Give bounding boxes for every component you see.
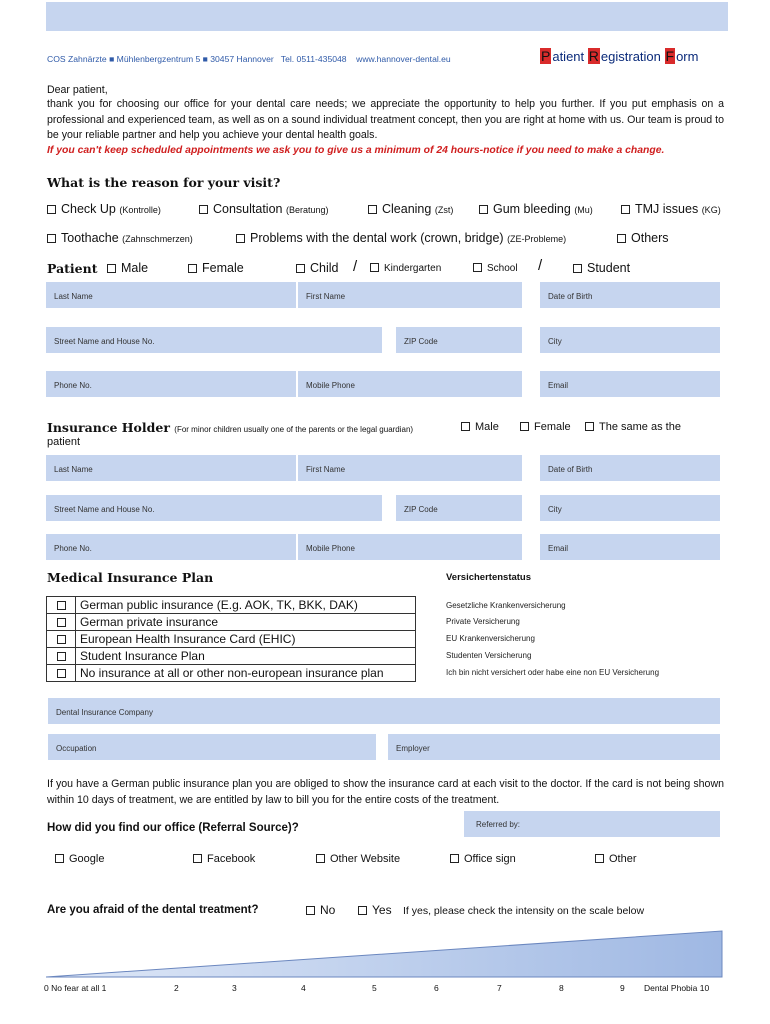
holder-heading bbox=[47, 420, 413, 435]
patient-child-option[interactable] bbox=[296, 261, 339, 275]
plan-checkbox-cell[interactable] bbox=[47, 665, 76, 682]
checkbox[interactable] bbox=[193, 854, 202, 863]
checkbox[interactable] bbox=[47, 234, 56, 243]
option-note: (Kontrolle) bbox=[119, 205, 161, 215]
referral-heading: How did you find our office (Referral Source)? bbox=[47, 822, 299, 834]
field-label: Street Name and House No. bbox=[54, 505, 155, 514]
plan-german-label: Ich bin nicht versichert oder habe eine non EU Versicherung bbox=[446, 668, 660, 677]
table-row[interactable] bbox=[47, 665, 416, 682]
patient-phone-field[interactable] bbox=[46, 371, 296, 397]
field-label: Phone No. bbox=[54, 544, 92, 553]
plan-label: Student Insurance Plan bbox=[76, 648, 416, 665]
checkbox[interactable] bbox=[473, 263, 482, 272]
checkbox[interactable] bbox=[617, 234, 626, 243]
patient-email-field[interactable] bbox=[540, 371, 720, 397]
patient-city-field[interactable] bbox=[540, 327, 720, 353]
checkbox[interactable] bbox=[47, 205, 56, 214]
patient-student-option[interactable] bbox=[573, 261, 630, 275]
field-label: City bbox=[548, 505, 562, 514]
option-label: Yes bbox=[372, 903, 392, 917]
option-label: The same as the bbox=[599, 421, 681, 433]
option-label: No bbox=[320, 903, 336, 917]
scale-label-4[interactable]: 4 bbox=[301, 983, 306, 993]
patient-street-field[interactable] bbox=[46, 327, 382, 353]
visit-heading: What is the reason for your visit? bbox=[47, 175, 281, 190]
holder-same-continued: patient bbox=[47, 436, 81, 448]
option-label: Student bbox=[587, 261, 631, 275]
patient-zip-field[interactable] bbox=[396, 327, 522, 353]
scale-label-10[interactable]: Dental Phobia 10 bbox=[644, 983, 710, 993]
visit-option-cleaning[interactable] bbox=[368, 202, 453, 216]
patient-first-name-field[interactable] bbox=[298, 282, 522, 308]
patient-dob-field[interactable] bbox=[540, 282, 720, 308]
patient-mobile-field[interactable] bbox=[298, 371, 522, 397]
scale-label-7[interactable]: 7 bbox=[497, 983, 502, 993]
field-label: City bbox=[548, 337, 562, 346]
plan-checkbox-cell[interactable] bbox=[47, 648, 76, 665]
employer-field[interactable] bbox=[388, 734, 720, 760]
insurance-status-heading: Versichertenstatus bbox=[446, 572, 532, 583]
plan-checkbox-cell[interactable] bbox=[47, 614, 76, 631]
field-label: Mobile Phone bbox=[306, 381, 355, 390]
option-label: Office sign bbox=[464, 853, 516, 865]
visit-option-tmj[interactable] bbox=[621, 202, 721, 216]
field-label: First Name bbox=[306, 465, 346, 474]
field-label: Email bbox=[548, 544, 569, 553]
patient-last-name-field[interactable] bbox=[46, 282, 296, 308]
field-label: First Name bbox=[306, 292, 346, 301]
option-label: School bbox=[487, 263, 518, 274]
holder-zip-field[interactable] bbox=[396, 495, 522, 521]
option-label: Other Website bbox=[330, 853, 401, 865]
plan-checkbox-cell[interactable] bbox=[47, 631, 76, 648]
option-note: (Mu) bbox=[574, 205, 593, 215]
phobia-intensity-scale[interactable] bbox=[46, 930, 724, 978]
checkbox[interactable] bbox=[368, 205, 377, 214]
option-note: (Zahnschmerzen) bbox=[122, 234, 193, 244]
holder-same-option[interactable] bbox=[585, 421, 681, 433]
checkbox[interactable] bbox=[585, 422, 594, 431]
plan-label: German public insurance (E.g. AOK, TK, BKK, DAK) bbox=[76, 597, 416, 614]
field-label: Date of Birth bbox=[548, 292, 593, 301]
field-label: Date of Birth bbox=[548, 465, 593, 474]
option-label: Female bbox=[202, 261, 244, 275]
option-label: Male bbox=[121, 261, 149, 275]
form-title-word-2: egistration bbox=[600, 49, 661, 64]
field-label: Mobile Phone bbox=[306, 544, 355, 553]
form-title-initial-r: R bbox=[588, 48, 599, 64]
table-row[interactable] bbox=[47, 648, 416, 665]
visit-option-gum-bleeding[interactable] bbox=[479, 202, 593, 216]
form-title-word-1: atient bbox=[552, 49, 585, 64]
checkbox[interactable] bbox=[188, 264, 197, 273]
visit-option-dental-work[interactable] bbox=[236, 231, 566, 245]
patient-heading: Patient bbox=[47, 261, 98, 276]
office-address: COS Zahnärzte ■ Mühlenbergzentrum 5 ■ 30457 Hannover Tel. 0511-435048 www.hannover-dental.eu bbox=[47, 54, 451, 64]
occupation-field[interactable] bbox=[48, 734, 376, 760]
checkbox[interactable] bbox=[107, 264, 116, 273]
option-label: Cleaning bbox=[382, 202, 432, 216]
checkbox[interactable] bbox=[461, 422, 470, 431]
option-note: (Beratung) bbox=[285, 205, 329, 215]
plan-german-label: Studenten Versicherung bbox=[446, 651, 532, 660]
checkbox[interactable] bbox=[316, 854, 325, 863]
field-label: ZIP Code bbox=[404, 337, 438, 346]
referral-option-facebook[interactable] bbox=[193, 853, 255, 865]
holder-note: (For minor children usually one of the parents or the legal guardian) bbox=[174, 425, 414, 434]
holder-dob-field[interactable] bbox=[540, 455, 720, 481]
plan-label: European Health Insurance Card (EHIC) bbox=[76, 631, 416, 648]
form-title bbox=[540, 48, 698, 64]
field-label: Last Name bbox=[54, 292, 93, 301]
plan-german-label: Gesetzliche Krankenversicherung bbox=[446, 601, 566, 610]
option-label: Consultation bbox=[213, 202, 283, 216]
option-note: (ZE-Probleme) bbox=[507, 234, 567, 244]
checkbox[interactable] bbox=[236, 234, 245, 243]
option-label: Toothache bbox=[61, 231, 119, 245]
holder-street-field[interactable] bbox=[46, 495, 382, 521]
holder-female-option[interactable] bbox=[520, 421, 571, 433]
option-label: Problems with the dental work (crown, bridge) bbox=[250, 231, 504, 245]
top-banner bbox=[46, 2, 728, 31]
referred-by-field[interactable] bbox=[464, 811, 720, 837]
slash-separator: / bbox=[538, 257, 543, 274]
field-label: Email bbox=[548, 381, 569, 390]
holder-city-field[interactable] bbox=[540, 495, 720, 521]
scale-label-8[interactable]: 8 bbox=[559, 983, 564, 993]
scale-label-0-1[interactable]: 0 No fear at all 1 bbox=[44, 983, 107, 993]
option-label: Google bbox=[69, 853, 105, 865]
field-label: Last Name bbox=[54, 465, 93, 474]
appointment-notice: If you can't keep scheduled appointments we ask you to give us a minimum of 24 hours-notice if you need to make a change. bbox=[47, 145, 665, 156]
checkbox[interactable] bbox=[595, 854, 604, 863]
checkbox[interactable] bbox=[621, 205, 630, 214]
patient-school-option[interactable] bbox=[473, 263, 518, 274]
insurance-plan-table bbox=[46, 596, 416, 682]
checkbox[interactable] bbox=[57, 635, 66, 644]
field-label: Employer bbox=[396, 744, 430, 753]
form-title-initial-f: F bbox=[665, 48, 675, 64]
checkbox[interactable] bbox=[57, 669, 66, 678]
checkbox[interactable] bbox=[57, 618, 66, 627]
table-row[interactable] bbox=[47, 631, 416, 648]
insurance-heading: Medical Insurance Plan bbox=[47, 570, 214, 585]
checkbox[interactable] bbox=[358, 906, 367, 915]
visit-option-consultation[interactable] bbox=[199, 202, 329, 216]
dental-insurance-company-field[interactable] bbox=[48, 698, 720, 724]
plan-german-label: EU Krankenversicherung bbox=[446, 634, 535, 643]
option-label: Facebook bbox=[207, 853, 256, 865]
phobia-hint: If yes, please check the intensity on the scale below bbox=[403, 905, 645, 917]
holder-first-name-field[interactable] bbox=[298, 455, 522, 481]
option-note: (Zst) bbox=[434, 205, 454, 215]
plan-label: No insurance at all or other non-european insurance plan bbox=[76, 665, 416, 682]
field-label: Dental Insurance Company bbox=[56, 708, 153, 717]
holder-title: Insurance Holder bbox=[47, 420, 170, 435]
referral-option-other[interactable] bbox=[595, 853, 637, 865]
holder-mobile-field[interactable] bbox=[298, 534, 522, 560]
checkbox[interactable] bbox=[55, 854, 64, 863]
field-label: Phone No. bbox=[54, 381, 92, 390]
slash-separator: / bbox=[353, 258, 358, 275]
option-label: Male bbox=[475, 421, 499, 433]
option-note: (KG) bbox=[701, 205, 721, 215]
visit-option-toothache[interactable] bbox=[47, 231, 193, 245]
greeting: Dear patient, bbox=[47, 84, 108, 96]
table-row[interactable] bbox=[47, 597, 416, 614]
field-label: ZIP Code bbox=[404, 505, 438, 514]
field-label: Occupation bbox=[56, 744, 97, 753]
scale-label-5[interactable]: 5 bbox=[372, 983, 377, 993]
scale-label-2[interactable]: 2 bbox=[174, 983, 179, 993]
phobia-no-option[interactable] bbox=[306, 903, 335, 917]
option-label: Female bbox=[534, 421, 571, 433]
field-label: Referred by: bbox=[476, 820, 521, 829]
checkbox[interactable] bbox=[57, 601, 66, 610]
holder-phone-field[interactable] bbox=[46, 534, 296, 560]
referral-option-office-sign[interactable] bbox=[450, 853, 516, 865]
patient-female-option[interactable] bbox=[188, 261, 244, 275]
table-row[interactable] bbox=[47, 614, 416, 631]
field-label: Street Name and House No. bbox=[54, 337, 155, 346]
scale-label-9[interactable]: 9 bbox=[620, 983, 625, 993]
option-label: Kindergarten bbox=[384, 263, 442, 274]
visit-option-checkup[interactable] bbox=[47, 202, 161, 216]
plan-checkbox-cell[interactable] bbox=[47, 597, 76, 614]
option-label: Others bbox=[631, 231, 669, 245]
visit-option-others[interactable] bbox=[617, 231, 669, 245]
patient-male-option[interactable] bbox=[107, 261, 148, 275]
phobia-yes-option[interactable] bbox=[358, 903, 392, 917]
option-label: Check Up bbox=[61, 202, 116, 216]
insurance-card-notice: If you have a German public insurance plan you are obliged to show the insurance card at each visit to the doctor. If the card is not being shown within 10 days of treatment, we are entitled by law to bill you for the entire costs of the treatment. bbox=[47, 778, 724, 806]
holder-male-option[interactable] bbox=[461, 421, 499, 433]
option-label: Other bbox=[609, 853, 637, 865]
option-label: Gum bleeding bbox=[493, 202, 571, 216]
plan-label: German private insurance bbox=[76, 614, 416, 631]
option-label: Child bbox=[310, 261, 339, 275]
plan-german-label: Private Versicherung bbox=[446, 617, 520, 626]
checkbox[interactable] bbox=[296, 264, 305, 273]
checkbox[interactable] bbox=[57, 652, 66, 661]
option-label: TMJ issues bbox=[635, 202, 699, 216]
referral-option-google[interactable] bbox=[55, 853, 104, 865]
checkbox[interactable] bbox=[520, 422, 529, 431]
form-title-initial-p: P bbox=[541, 48, 551, 64]
scale-label-6[interactable]: 6 bbox=[434, 983, 439, 993]
phobia-heading: Are you afraid of the dental treatment? bbox=[47, 904, 259, 916]
scale-label-3[interactable]: 3 bbox=[232, 983, 237, 993]
intro-text: thank you for choosing our office for your dental care needs; we appreciate the opportunity to help you further. If you put emphasis on a professional and experienced team, as well as on a sound individual treatment concept, then you are right at home with us. Our team is proud to be your reliable partner and help you achieve your dental health goals. bbox=[47, 98, 724, 141]
patient-kindergarten-option[interactable] bbox=[370, 263, 441, 274]
referral-option-other-website[interactable] bbox=[316, 853, 400, 865]
checkbox[interactable] bbox=[370, 263, 379, 272]
checkbox[interactable] bbox=[199, 205, 208, 214]
checkbox[interactable] bbox=[306, 906, 315, 915]
checkbox[interactable] bbox=[450, 854, 459, 863]
form-title-word-3: orm bbox=[676, 49, 699, 64]
holder-last-name-field[interactable] bbox=[46, 455, 296, 481]
checkbox[interactable] bbox=[573, 264, 582, 273]
holder-email-field[interactable] bbox=[540, 534, 720, 560]
checkbox[interactable] bbox=[479, 205, 488, 214]
